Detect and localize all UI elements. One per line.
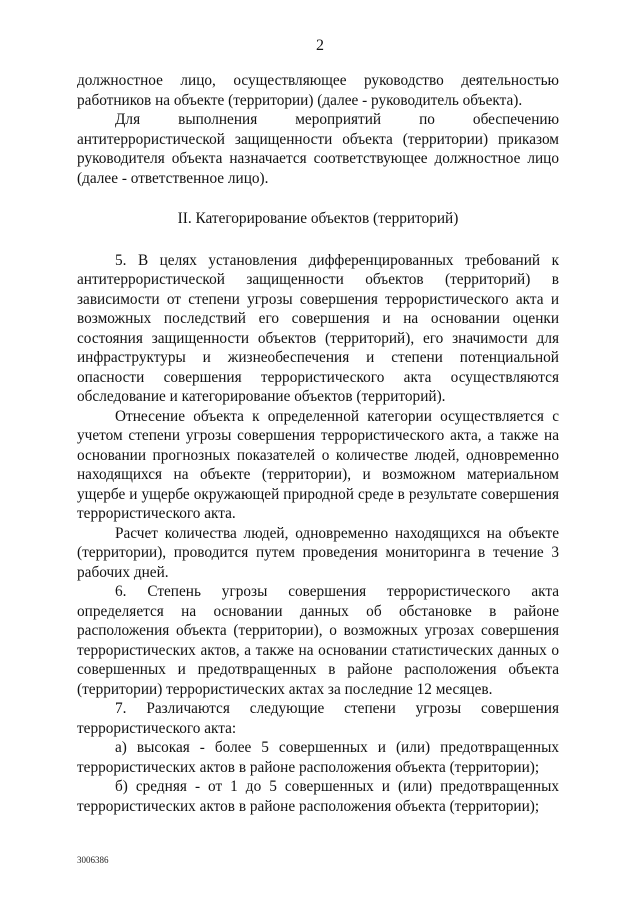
paragraph-item-7b: б) средняя - от 1 до 5 совершенных и (или) предотвращенных террористических актов в районе расположения объекта (территории); — [77, 778, 559, 815]
document-code: 3006386 — [77, 855, 109, 865]
paragraph-item-6: 6. Степень угрозы совершения террористического акта определяется на основании данных об обстановке в районе расположения объекта (территории), о возможных угрозах совершения террористических актов, а также на основании статистических данных о совершенных и предотвращенных в районе расположения объекта (территории) террористических актах за последние 12 месяцев. — [77, 583, 559, 698]
paragraph-category-assignment: Отнесение объекта к определенной категории осуществляется с учетом степени угрозы совершения террористического акта, а также на основании прогнозных показателей о количестве людей, одновременно находящихся на объекте (территории), и возможном материальном ущербе и ущербе окружающей природной среде в результате совершения террористического акта. — [77, 407, 559, 522]
section-heading: II. Категорирование объектов (территорий) — [177, 210, 459, 227]
paragraph-item-5: 5. В целях установления дифференцированных требований к антитеррористической защищенности объектов (территорий) в зависимости от степени угрозы совершения террористического акта и возможных последствий его совершения и на основании оценки состояния защищенности объектов (территорий), его значимости для инфраструктуры и жизнеобеспечения и степени потенциальной опасности совершения террористического акта осуществляются обследование и категорирование объектов (территорий). — [77, 251, 559, 405]
paragraph-responsible-head: должностное лицо, осуществляющее руководство деятельностью работников на объекте (территории) (далее - руководитель объекта). — [77, 72, 559, 109]
paragraph-item-7: 7. Различаются следующие степени угрозы совершения террористического акта: — [77, 700, 559, 737]
document-body — [77, 71, 559, 816]
page-number: 2 — [316, 37, 324, 54]
paragraph-item-7a: а) высокая - более 5 совершенных и (или) предотвращенных террористических актов в районе расположения объекта (территории); — [77, 739, 559, 776]
paragraph-responsible-person: Для выполнения мероприятий по обеспечению антитеррористической защищенности объекта (территории) приказом руководителя объекта назначается соответствующее должностное лицо (далее - ответственное лицо). — [77, 111, 559, 187]
paragraph-people-count: Расчет количества людей, одновременно находящихся на объекте (территории), проводится путем проведения мониторинга в течение 3 рабочих дней. — [77, 524, 559, 581]
